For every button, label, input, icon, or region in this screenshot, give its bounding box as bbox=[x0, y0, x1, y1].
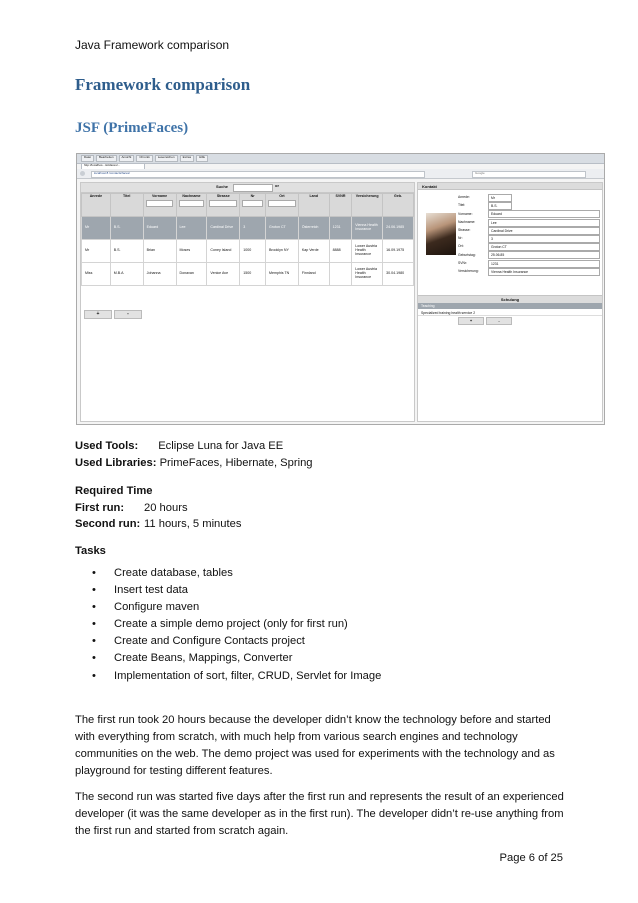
column-header: SVNR bbox=[329, 194, 352, 217]
list-item: • Create and Configure Contacts project bbox=[92, 633, 381, 650]
list-item: • Implementation of sort, filter, CRUD, Servlet for Image bbox=[92, 668, 381, 685]
list-item: • Create database, tables bbox=[92, 565, 381, 582]
column-header: Anrede bbox=[82, 194, 111, 217]
add-button: + bbox=[458, 317, 484, 325]
browser-menu-bar bbox=[77, 154, 604, 164]
form-row: Strasse: Cardinal Drive bbox=[458, 227, 600, 235]
page-number: Page 6 of 25 bbox=[499, 852, 563, 864]
app-screenshot bbox=[76, 153, 605, 425]
table-row: Mr B.S. Eduard Lee Cardinal Drive 3 Groton CT Österreich 1231 Vienna Health Insurance 24.06.1985 bbox=[82, 217, 414, 240]
form-row: Titel: B.S. bbox=[458, 202, 600, 210]
list-item: • Configure maven bbox=[92, 599, 381, 616]
table-actions bbox=[84, 310, 142, 319]
document-header: Java Framework comparison bbox=[75, 38, 230, 52]
column-header: Versicherung bbox=[352, 194, 383, 217]
form-row: Nachname: Lee bbox=[458, 219, 600, 227]
remove-button: - bbox=[486, 317, 512, 325]
schulung-row: Specialized training health service 2 bbox=[418, 310, 602, 316]
schulung-title: Schulung bbox=[418, 295, 602, 304]
section-title: Framework comparison bbox=[75, 75, 251, 94]
schulung-header: Teaching bbox=[418, 303, 602, 309]
back-icon bbox=[80, 171, 85, 176]
contact-form bbox=[458, 194, 600, 276]
search-input bbox=[233, 184, 273, 192]
menu-item: Bearbeiten bbox=[96, 155, 117, 162]
or-label: or bbox=[275, 183, 279, 188]
column-header: Nachname bbox=[176, 194, 207, 217]
column-header: Land bbox=[298, 194, 329, 217]
column-header: Vorname bbox=[143, 194, 176, 217]
search-label: Suche bbox=[216, 184, 229, 189]
menu-item: Hilfe bbox=[196, 155, 208, 162]
menu-item: Ansicht bbox=[119, 155, 135, 162]
remove-button: - bbox=[114, 310, 142, 319]
paragraph: The second run was started five days after the first run and represents the result of an experienced developer (it was the same developer as in the first run). The developer didn’t re-use anything from the first run and started from scratch again. bbox=[75, 791, 564, 837]
form-row: Vorname: Eduard bbox=[458, 210, 600, 218]
contacts-panel bbox=[80, 182, 415, 422]
form-row: Geburtstag: 25.06.85 bbox=[458, 251, 600, 259]
menu-item: Datei bbox=[81, 155, 94, 162]
menu-item: Chronik bbox=[136, 155, 152, 162]
kontakt-title: Kontakt bbox=[418, 183, 602, 190]
column-header: Titel bbox=[110, 194, 143, 217]
list-item: • Create a simple demo project (only for first run) bbox=[92, 616, 381, 633]
form-row: Anrede: Mr bbox=[458, 194, 600, 202]
column-header: Ort bbox=[265, 194, 298, 217]
tasks-heading: Tasks bbox=[75, 545, 106, 557]
form-row: SVNr: 1231 bbox=[458, 260, 600, 268]
column-header: Geb. bbox=[383, 194, 414, 217]
used-libraries: Used Libraries: PrimeFaces, Hibernate, Spring bbox=[75, 457, 313, 469]
list-item: • Create Beans, Mappings, Converter bbox=[92, 650, 381, 667]
schulung-actions bbox=[458, 317, 512, 325]
add-button: + bbox=[84, 310, 112, 319]
browser-search-field: Google bbox=[472, 171, 586, 178]
search-row bbox=[81, 183, 414, 193]
menu-item: Extras bbox=[180, 155, 195, 162]
browser-url-bar bbox=[77, 169, 604, 179]
list-item: • Insert test data bbox=[92, 582, 381, 599]
contact-detail-panel bbox=[417, 182, 603, 422]
contacts-table bbox=[81, 193, 414, 286]
column-header: Strasse bbox=[207, 194, 240, 217]
section-subtitle: JSF (PrimeFaces) bbox=[75, 120, 189, 136]
second-run: Second run: 11 hours, 5 minutes bbox=[75, 518, 242, 530]
used-tools: Used Tools: Eclipse Luna for Java EE bbox=[75, 440, 284, 452]
table-row: Mr B.S. Brian Moses Coney Island 1000 Brooklyn NY Kap Verde 8888 Lower Austria Health Insurance 16.09.1975 bbox=[82, 240, 414, 263]
paragraph: The first run took 20 hours because the developer didn’t know the technology before and started with everything from scratch, with much help from various search engines and technology communities on the web. The demo project was used for experiments with the technology and as playground for testing different features. bbox=[75, 714, 555, 777]
form-row: Versicherung: Vienna Health Insurance bbox=[458, 268, 600, 276]
contact-photo bbox=[426, 213, 456, 255]
column-header: Nr bbox=[240, 194, 266, 217]
form-row: Ort: Groton CT bbox=[458, 243, 600, 251]
first-run: First run: 20 hours bbox=[75, 502, 188, 514]
browser-tab: http://localhos...ts/sfaces/... bbox=[81, 163, 145, 170]
table-row: Miss M.B.A Johanna Donavan Venice Ave 1500 Memphis TN Finnland Lower Austria Health Insurance 30.04.1980 bbox=[82, 263, 414, 286]
url-field: localhost:8 /contacts/faces/ bbox=[91, 171, 425, 178]
menu-item: Lesezeichen bbox=[155, 155, 178, 162]
required-time-heading: Required Time bbox=[75, 485, 153, 497]
form-row: Nr: 3 bbox=[458, 235, 600, 243]
tasks-list bbox=[92, 565, 381, 685]
